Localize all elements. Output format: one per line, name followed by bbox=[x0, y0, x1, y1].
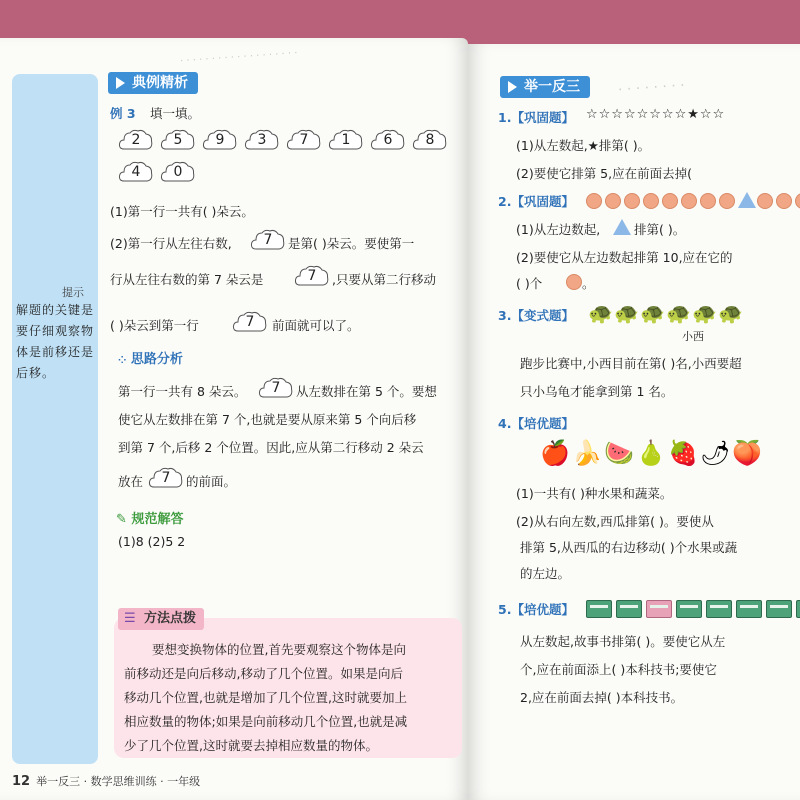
science-book-icon bbox=[676, 600, 702, 618]
cloud-number: 7 bbox=[161, 470, 171, 486]
circle-icon bbox=[624, 193, 640, 209]
question-4d: 的左边。 bbox=[520, 566, 571, 581]
dots-icon: ⁘ bbox=[118, 355, 127, 366]
method-title: 方法点拨 bbox=[144, 611, 197, 626]
analysis-line-1a: 第一行一共有 8 朵云。 bbox=[118, 384, 247, 399]
page-number: 12 bbox=[12, 774, 31, 789]
footer-text: 举一反三 · 数学思维训练 · 一年级 bbox=[36, 775, 201, 788]
question-1: (1)第一行一共有( )朵云。 bbox=[110, 204, 254, 219]
question-3-label: 3.【变式题】 bbox=[498, 308, 574, 323]
science-book-icon bbox=[616, 600, 642, 618]
turtle-icon: 🐢 bbox=[614, 301, 639, 325]
tip-text: 解题的关键是要仔细观察物体是前移还是后移。 bbox=[16, 303, 95, 380]
cloud-number: 2 bbox=[131, 132, 141, 148]
section-title: 典例精析 bbox=[132, 75, 188, 91]
science-book-icon bbox=[736, 600, 762, 618]
apple-icon: 🍎 bbox=[540, 439, 570, 467]
circle-icon bbox=[681, 193, 697, 209]
star-row: ☆☆☆☆☆☆☆☆★☆☆ bbox=[586, 107, 726, 122]
turtle-icon: 🐢 bbox=[718, 301, 743, 325]
question-2-part-f: 前面就可以了。 bbox=[272, 318, 360, 333]
cloud-icon bbox=[250, 228, 286, 252]
cloud-icon bbox=[160, 160, 196, 184]
cloud-number: 8 bbox=[425, 132, 435, 148]
cloud-icon bbox=[294, 264, 330, 288]
question-1a: (1)从左数起,★排第( )。 bbox=[516, 138, 651, 153]
question-3b: 只小乌龟才能拿到第 1 名。 bbox=[520, 384, 674, 399]
circle-icon bbox=[776, 193, 792, 209]
circle-icon bbox=[795, 193, 800, 209]
analysis-title: 思路分析 bbox=[130, 352, 183, 367]
method-heading bbox=[118, 608, 204, 630]
science-book-icon bbox=[706, 600, 732, 618]
answer-heading bbox=[116, 508, 183, 527]
banana-icon: 🍌 bbox=[572, 439, 602, 467]
cloud-icon bbox=[202, 128, 238, 152]
circle-icon bbox=[757, 193, 773, 209]
analysis-line-3: 到第 7 个,后移 2 个位置。因此,应从第二行移动 2 朵云 bbox=[118, 440, 424, 455]
question-4-label: 4.【培优题】 bbox=[498, 416, 574, 431]
question-2-part-d: ,只要从第二行移动 bbox=[332, 272, 436, 287]
turtle-icon: 🐢 bbox=[666, 301, 691, 325]
cloud-number: 7 bbox=[263, 232, 273, 248]
question-2-part-a: (2)第一行从左往右数, bbox=[110, 236, 232, 251]
analysis-line-2: 使它从左数排在第 7 个,也就是要从原来第 5 个向后移 bbox=[118, 412, 417, 427]
question-2-part-b: 是第( )朵云。要使第一 bbox=[288, 236, 415, 251]
pencil-icon: ✎ bbox=[116, 512, 127, 527]
example-instruction: 填一填。 bbox=[150, 106, 201, 121]
watermelon-icon: 🍉 bbox=[604, 439, 634, 467]
answer-text: (1)8 (2)5 2 bbox=[118, 534, 186, 549]
circle-icon bbox=[586, 193, 602, 209]
cloud-icon bbox=[370, 128, 406, 152]
tip-sidebar bbox=[12, 74, 98, 764]
answer-title: 规范解答 bbox=[131, 512, 184, 527]
page-footer bbox=[12, 773, 200, 789]
cloud-icon bbox=[118, 128, 154, 152]
cloud-number: 7 bbox=[299, 132, 309, 148]
cloud-number: 4 bbox=[131, 164, 141, 180]
cloud-icon bbox=[160, 128, 196, 152]
play-triangle-icon bbox=[116, 77, 125, 89]
question-5b: 个,应在前面添上( )本科技书;要使它 bbox=[520, 662, 717, 677]
bleed-through-text: · · · · · · · · bbox=[617, 77, 686, 99]
question-2a-part2: 排第( )。 bbox=[634, 222, 686, 237]
section-banner-practice bbox=[500, 76, 590, 98]
method-line: 相应数量的物体;如果是向前移动几个位置,也就是减 bbox=[124, 714, 408, 729]
cloud-icon bbox=[232, 310, 268, 334]
story-book-icon bbox=[646, 600, 672, 618]
circle-icon bbox=[643, 193, 659, 209]
circle-icon bbox=[719, 193, 735, 209]
science-book-icon bbox=[796, 600, 800, 618]
tip-label: 提示 bbox=[62, 286, 84, 299]
strawberry-icon: 🍓 bbox=[668, 439, 698, 467]
cloud-number: 7 bbox=[307, 268, 317, 284]
question-5a: 从左数起,故事书排第( )。要使它从左 bbox=[520, 634, 726, 649]
question-2-part-c: 行从左往右数的第 7 朵云是 bbox=[110, 272, 264, 287]
cloud-number: 1 bbox=[341, 132, 351, 148]
question-5c: 2,应在前面去掉( )本科技书。 bbox=[520, 690, 684, 705]
list-icon: ☰ bbox=[124, 611, 136, 626]
question-5-label: 5.【培优题】 bbox=[498, 602, 574, 617]
question-2-part-e: ( )朵云到第一行 bbox=[110, 318, 199, 333]
method-box bbox=[114, 611, 462, 758]
circle-icon bbox=[700, 193, 716, 209]
cloud-number: 5 bbox=[173, 132, 183, 148]
cloud-icon bbox=[244, 128, 280, 152]
question-3a: 跑步比赛中,小西目前在第( )名,小西要超 bbox=[520, 356, 742, 371]
bleed-through-text: · · · · · · · · · · · · · · · · · · · bbox=[179, 47, 298, 68]
section-banner-example bbox=[108, 72, 198, 94]
question-2a-part1: (1)从左边数起, bbox=[516, 222, 601, 237]
method-line: 前移动还是向后移动,移动了几个位置。如果是向后 bbox=[124, 666, 403, 681]
cloud-number: 9 bbox=[215, 132, 225, 148]
method-line: 少了几个位置,这时就要去掉相应数量的物体。 bbox=[124, 738, 378, 753]
question-4c: 排第 5,从西瓜的右边移动( )个水果或蔬 bbox=[520, 540, 738, 555]
peach-icon: 🍑 bbox=[732, 439, 762, 467]
cloud-number: 6 bbox=[383, 132, 393, 148]
question-4a: (1)一共有( )种水果和蔬菜。 bbox=[516, 486, 673, 501]
cloud-icon bbox=[412, 128, 448, 152]
circle-icon bbox=[566, 274, 582, 290]
pear-icon: 🍐 bbox=[636, 439, 666, 467]
question-4b: (2)从右向左数,西瓜排第( )。要使从 bbox=[516, 514, 714, 529]
question-2-label: 2.【巩固题】 bbox=[498, 194, 574, 209]
section-title: 举一反三 bbox=[524, 79, 580, 95]
cloud-number: 3 bbox=[257, 132, 267, 148]
cloud-icon bbox=[286, 128, 322, 152]
cloud-icon bbox=[258, 376, 294, 400]
method-line: 要想变换物体的位置,首先要观察这个物体是向 bbox=[152, 642, 406, 657]
science-book-icon bbox=[766, 600, 792, 618]
runner-name: 小西 bbox=[682, 330, 704, 343]
play-triangle-icon bbox=[508, 81, 517, 93]
chili-icon: 🌶 bbox=[700, 439, 731, 467]
cloud-icon bbox=[328, 128, 364, 152]
science-book-icon bbox=[586, 600, 612, 618]
cloud-number: 7 bbox=[271, 380, 281, 396]
cloud-icon bbox=[148, 466, 184, 490]
turtle-icon: 🐢 bbox=[588, 301, 613, 325]
turtle-icon: 🐢 bbox=[692, 301, 717, 325]
method-line: 移动几个位置,也就是增加了几个位置,这时就要加上 bbox=[124, 690, 407, 705]
analysis-line-4b: 的前面。 bbox=[186, 474, 237, 489]
question-1-label: 1.【巩固题】 bbox=[498, 110, 574, 125]
question-1b: (2)要使它排第 5,应在前面去掉( bbox=[516, 166, 692, 181]
left-page bbox=[0, 38, 468, 800]
triangle-icon bbox=[738, 192, 756, 208]
circle-icon bbox=[605, 193, 621, 209]
example-label: 例 3 bbox=[110, 106, 136, 121]
question-2b: (2)要使它从左边数起排第 10,应在它的 bbox=[516, 250, 733, 265]
analysis-heading bbox=[118, 348, 183, 367]
turtle-icon: 🐢 bbox=[640, 301, 665, 325]
cloud-icon bbox=[118, 160, 154, 184]
analysis-line-4a: 放在 bbox=[118, 474, 144, 489]
cloud-number: 0 bbox=[173, 164, 183, 180]
cloud-number: 7 bbox=[245, 314, 255, 330]
question-2c-part2: 。 bbox=[582, 276, 595, 291]
question-2c-part1: ( )个 bbox=[516, 276, 543, 291]
circle-icon bbox=[662, 193, 678, 209]
right-page bbox=[468, 44, 800, 800]
triangle-icon bbox=[613, 219, 631, 235]
analysis-line-1b: 从左数排在第 5 个。要想 bbox=[296, 384, 437, 399]
